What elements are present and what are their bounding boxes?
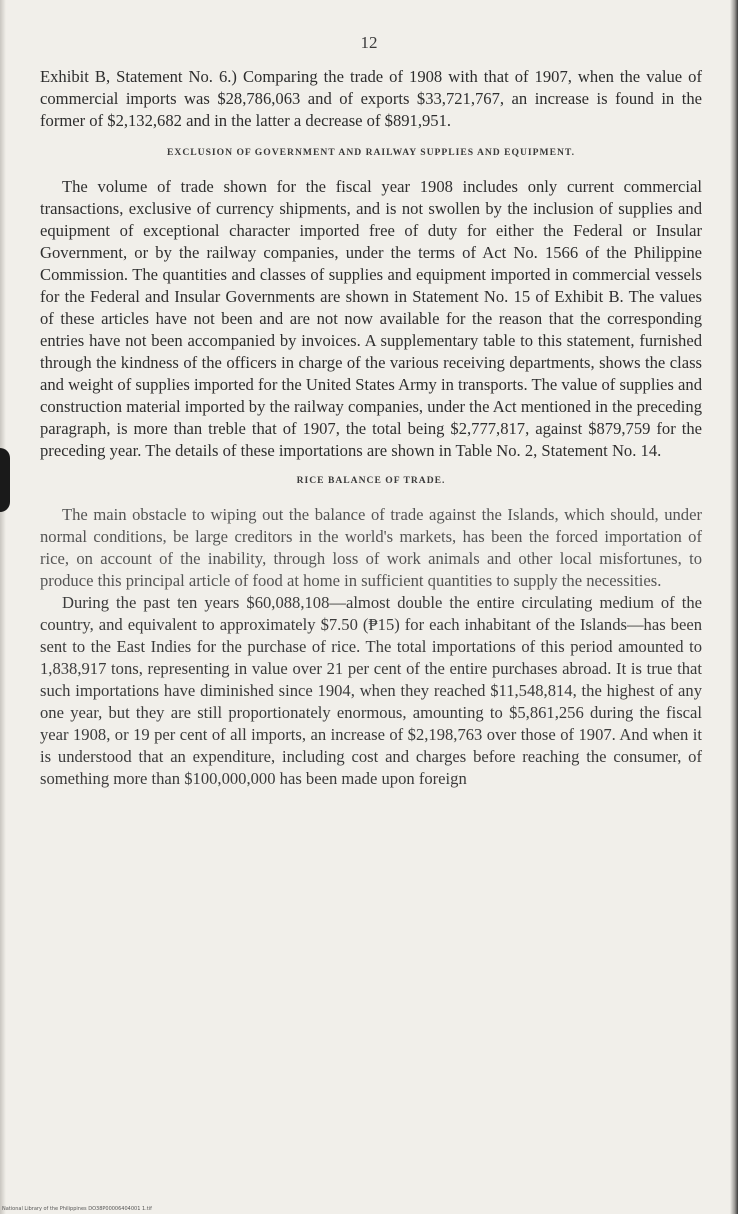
page-body bbox=[40, 66, 702, 790]
scan-footer-label: National Library of the Philippines DO38P00006404001 1.tif bbox=[2, 1206, 152, 1212]
section-heading-rice-balance: RICE BALANCE OF TRADE. bbox=[296, 475, 446, 486]
binding-mark bbox=[0, 448, 10, 512]
paragraph-main-obstacle: The main obstacle to wiping out the balance of trade against the Islands, which should, under normal conditions, be large creditors in the world's markets, has been the forced importation of rice, on account of the inability, through loss of work animals and other local misfortunes, to produce this principal article of food at home in sufficient quantities to supply the necessities. bbox=[40, 505, 702, 590]
scan-left-edge bbox=[0, 0, 6, 1214]
scan-right-edge bbox=[730, 0, 738, 1214]
paragraph-exhibit-b-comparison: Exhibit B, Statement No. 6.) Comparing the trade of 1908 with that of 1907, when the value of commercial imports was $28,786,063 and of exports $33,721,767, an increase is found in the former of $2,132,682 and in the latter a decrease of $891,951. bbox=[40, 67, 702, 130]
paragraph-volume-of-trade: The volume of trade shown for the fiscal year 1908 includes only current commercial transactions, exclusive of currency shipments, and is not swollen by the inclusion of supplies and equipment of exceptional character imported free of duty for either the Federal or Insular Government, or by the railway companies, under the terms of Act No. 1566 of the Philippine Commission. The quantities and classes of supplies and equipment imported in commercial vessels for the Federal and Insular Governments are shown in Statement No. 15 of Exhibit B. The values of these articles have not been and are not now available for the reason that the corresponding entries have not been accompanied by invoices. A supplementary table to this statement, furnished through the kindness of the officers in charge of the various receiving departments, shows the class and weight of supplies imported for the United States Army in transports. The value of supplies and construction material imported by the railway companies, under the Act mentioned in the preceding paragraph, is more than treble that of 1907, the total being $2,777,817, against $879,759 for the preceding year. The details of these importations are shown in Table No. 2, Statement No. 14. bbox=[40, 177, 702, 460]
section-heading-exclusion: EXCLUSION OF GOVERNMENT AND RAILWAY SUPPLIES AND EQUIPMENT. bbox=[167, 147, 575, 158]
page-number: 12 bbox=[360, 33, 378, 52]
paragraph-past-ten-years: During the past ten years $60,088,108—almost double the entire circulating medium of the country, and equivalent to approximately $7.50 (₱15) for each inhabitant of the Islands—has been sent to the East Indies for the purchase of rice. The total importations of this period amounted to 1,838,917 tons, representing in value over 21 per cent of the entire purchases abroad. It is true that such importations have diminished since 1904, when they reached $11,548,814, the highest of any one year, but they are still proportionately enormous, amounting to $5,861,256 during the fiscal year 1908, or 19 per cent of all imports, an increase of $2,198,763 over those of 1907. And when it is understood that an expenditure, including cost and charges before reaching the consumer, of something more than $100,000,000 has been made upon foreign bbox=[40, 593, 702, 788]
